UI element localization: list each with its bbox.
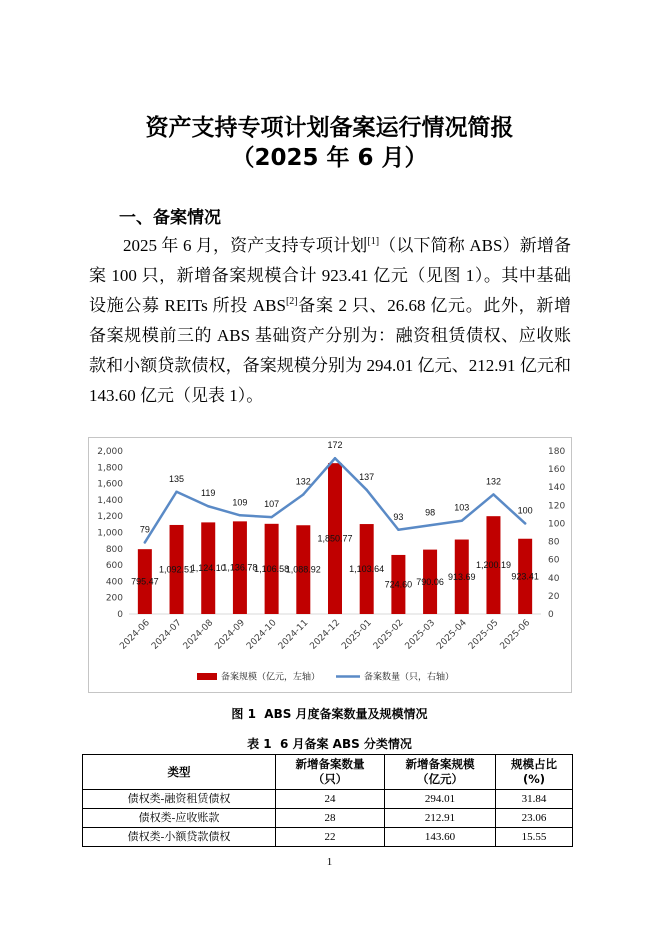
x-axis-tick-label: 2024-11: [276, 618, 311, 652]
left-axis-tick-label: 2,000: [97, 447, 123, 457]
line-data-label: 132: [295, 476, 311, 487]
bar-data-label: 1,103.64: [349, 564, 385, 575]
left-axis-tick-label: 1,200: [97, 512, 123, 523]
line-data-label: 98: [425, 507, 436, 518]
header-unit: （亿元）: [417, 772, 463, 786]
bar-data-label: 1,106.58: [254, 563, 290, 574]
cell-type: 债权类-小额贷款债权: [83, 828, 276, 847]
line-point-2025-04: [461, 520, 463, 522]
line-point-2024-06: [144, 541, 146, 543]
right-axis-tick-label: 40: [548, 573, 560, 584]
cell-scale: 143.60: [385, 828, 496, 847]
header-label: 新增备案规模: [405, 757, 475, 771]
table-caption: 表 1 6 月备案 ABS 分类情况: [247, 737, 412, 751]
left-axis-tick-label: 800: [105, 544, 123, 555]
line-data-label: 119: [201, 488, 216, 499]
line-data-label: 100: [517, 505, 533, 516]
bar-data-label: 1,124.10: [190, 563, 226, 574]
left-axis-tick-label: 0: [117, 610, 123, 620]
right-axis-tick-label: 0: [548, 610, 554, 620]
bar-data-label: 1,850.77: [317, 533, 353, 544]
cell-count: 28: [276, 809, 385, 828]
page-number: 1: [326, 856, 333, 868]
paragraph-text-1: 2025 年 6 月，资产支持专项计划: [123, 236, 368, 255]
left-axis-tick-label: 1,600: [97, 479, 123, 490]
abs-category-table: [82, 754, 573, 847]
bar-data-label: 1,136.78: [222, 562, 258, 573]
line-data-label: 137: [359, 471, 375, 482]
cell-scale: 212.91: [385, 809, 496, 828]
left-axis-tick-label: 200: [105, 593, 123, 604]
line-data-label: 79: [139, 524, 150, 535]
footnote-ref-1: [1]: [367, 236, 380, 247]
x-axis-tick-label: 2025-06: [498, 618, 533, 652]
footnote-ref-2: [2]: [285, 296, 298, 307]
header-label: 新增备案数量: [295, 757, 365, 771]
table-header-row: [83, 755, 573, 790]
line-data-label: 103: [454, 502, 470, 513]
cell-count: 22: [276, 828, 385, 847]
line-point-2024-11: [302, 493, 304, 495]
right-axis-tick-label: 60: [548, 555, 560, 566]
line-point-2024-10: [270, 516, 272, 518]
x-axis-tick-label: 2025-05: [466, 618, 501, 652]
line-data-label: 93: [393, 511, 404, 522]
left-axis-tick-label: 1,800: [97, 463, 123, 474]
chart-svg: [88, 437, 572, 693]
header-share: [496, 755, 573, 790]
line-data-label: 107: [264, 499, 280, 510]
cell-count: 24: [276, 790, 385, 809]
bar-data-label: 1,092.51: [159, 564, 195, 575]
x-axis-tick-label: 2025-03: [403, 618, 438, 652]
bar-data-label: 790.06: [416, 576, 444, 587]
bar-data-label: 724.60: [384, 579, 413, 590]
line-data-label: 109: [232, 497, 248, 508]
bar-data-label: 1,088.92: [285, 564, 321, 575]
line-point-2025-05: [492, 493, 494, 495]
figure-caption: 图 1 ABS 月度备案数量及规模情况: [231, 707, 428, 721]
cell-share: 15.55: [496, 828, 573, 847]
left-axis-tick-label: 1,400: [97, 495, 123, 506]
table-row: [83, 790, 573, 809]
body-paragraph: [89, 231, 571, 411]
paragraph-text-3: 备案 2 只、26.68 亿元。此外，新增备案规模前三的 ABS 基础资产分别为：融资租赁债权、应收账款和小额贷款债权，备案规模分别为 294.01 亿元、212.91 亿元和 143.60 亿元（见表 1）。: [89, 296, 571, 405]
header-count: [276, 755, 385, 790]
header-scale: [385, 755, 496, 790]
document-title: 资产支持专项计划备案运行情况简报: [145, 115, 514, 141]
line-point-2025-01: [365, 489, 367, 491]
left-axis-tick-label: 1,000: [97, 528, 123, 539]
legend-bar-label: 备案规模（亿元，左轴）: [221, 672, 321, 683]
line-data-label: 132: [485, 476, 501, 487]
line-point-2024-12: [334, 457, 336, 459]
abs-monthly-chart: [88, 437, 572, 693]
right-axis-tick-label: 180: [548, 447, 566, 457]
line-data-label: 172: [327, 440, 343, 451]
bar-data-label: 923.41: [511, 571, 539, 582]
cell-type: 债权类-应收账款: [83, 809, 276, 828]
legend-line-label: 备案数量（只，右轴）: [364, 672, 455, 683]
header-label: 类型: [167, 764, 191, 779]
x-axis-tick-label: 2025-01: [340, 618, 374, 652]
x-axis-tick-label: 2024-12: [308, 618, 343, 652]
left-axis-tick-label: 400: [105, 577, 123, 588]
bar-data-label: 795.47: [131, 576, 159, 587]
right-axis-tick-label: 20: [548, 591, 560, 602]
left-axis-tick-label: 600: [105, 561, 123, 572]
table-row: [83, 828, 573, 847]
line-data-label: 135: [169, 473, 185, 484]
legend-bar-swatch: [197, 673, 217, 680]
x-axis-tick-label: 2025-02: [371, 618, 406, 652]
x-axis-tick-label: 2024-06: [118, 618, 152, 652]
x-axis-tick-label: 2024-10: [245, 618, 279, 652]
cell-scale: 294.01: [385, 790, 496, 809]
document-subtitle: （2025 年 6 月）: [231, 145, 428, 171]
line-point-2025-03: [429, 524, 431, 526]
right-axis-tick-label: 100: [548, 519, 566, 530]
header-unit: （只）: [312, 772, 348, 786]
header-label: 规模占比: [511, 757, 557, 771]
paragraph-text-2: （以下简称 ABS）新增备案 100 只，新增备案规模合计 923.41 亿元（见图 1）。其中基础设施公募 REITs 所投 ABS: [89, 236, 572, 315]
x-axis-tick-label: 2025-04: [435, 618, 469, 652]
line-point-2024-07: [175, 491, 177, 493]
right-axis-tick-label: 120: [548, 501, 566, 512]
x-axis-tick-label: 2024-08: [181, 618, 216, 652]
section-heading: 一、备案情况: [119, 208, 221, 228]
cell-share: 23.06: [496, 809, 573, 828]
line-point-2024-08: [207, 505, 209, 507]
right-axis-tick-label: 140: [548, 483, 566, 494]
header-unit: (%): [522, 772, 546, 786]
bar-data-label: 1,200.19: [475, 560, 511, 571]
line-point-2024-09: [239, 514, 241, 516]
right-axis-tick-label: 160: [548, 465, 566, 476]
x-axis-tick-label: 2024-07: [149, 618, 184, 652]
line-point-2025-02: [397, 529, 399, 531]
right-axis-tick-label: 80: [548, 537, 560, 548]
line-point-2025-06: [524, 522, 526, 524]
cell-type: 债权类-融资租赁债权: [83, 790, 276, 809]
bar-data-label: 913.69: [448, 571, 476, 582]
cell-share: 31.84: [496, 790, 573, 809]
table-row: [83, 809, 573, 828]
header-type: [83, 755, 276, 790]
x-axis-tick-label: 2024-09: [213, 618, 248, 652]
